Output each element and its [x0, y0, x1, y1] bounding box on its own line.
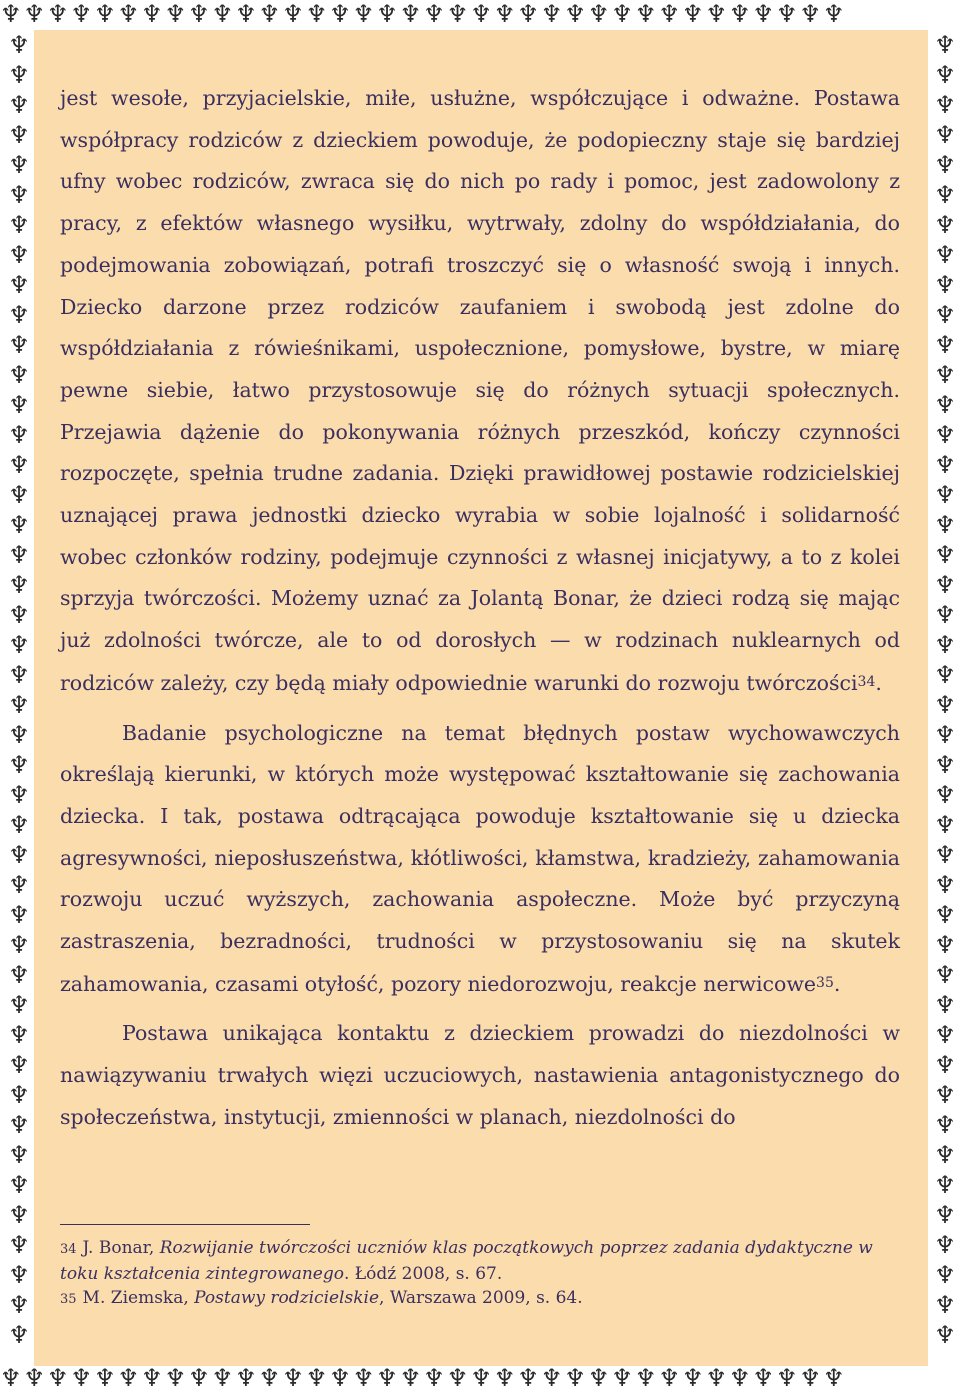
toddler-figure-icon: ♆♆♆♆♆♆♆♆♆♆♆♆♆♆♆♆♆♆♆♆♆♆♆♆♆♆♆♆♆♆♆♆♆♆♆♆ — [0, 1366, 847, 1392]
footnote-details: . Łódź 2008, s. 67. — [343, 1264, 503, 1284]
footnote-title: Rozwijanie twórczości uczniów klas początkowych poprzez zadania dydaktyczne w toku kształcenia zintegrowanego — [60, 1238, 873, 1284]
paragraph — [60, 78, 900, 705]
footnote — [60, 1236, 900, 1286]
footnotes — [60, 1236, 900, 1312]
paragraph-text: jest wesołe, przyjacielskie, miłe, usłużne, współczujące i odważne. Postawa współpracy rodziców z dzieckiem powoduje, że podopieczny staje się bardziej ufny wobec rodziców, zwraca się do nich po rady i pomoc, jest zadowolony z pracy, z efektów własnego wysiłku, wytrwały, zdolny do współdziałania, do podejmowania zobowiązań, potrafi troszczyć się o własność swoją i innych. Dziecko darzone przez rodziców zaufaniem i swobodą jest zdolne do współdziałania z rówieśnikami, uspołecznione, pomysłowe, bystre, w miarę pewne siebie, łatwo przystosowuje się do różnych sytuacji społecznych. Przejawia dążenie do pokonywania różnych przeszkód, kończy czynności rozpoczęte, spełnia trudne zadania. Dzięki prawidłowej postawie rodzicielskiej uznającej prawa jednostki dziecko wyrabia w sobie lojalność i solidarność wobec członków rodziny, podejmuje czynności z własnej inicjatywy, a to z kolei sprzyja twórczości. Możemy uznać za Jolantą Bonar, że dzieci rodzą się mając już zdolności twórcze, ale to od dorosłych — w rodzinach nuklearnych od rodziców zależy, czy będą miały odpowiednie warunki do rozwoju twórczości — [60, 86, 900, 695]
footnote — [60, 1286, 900, 1312]
paragraph-text: Badanie psychologiczne na temat błędnych postaw wychowawczych określają kierunki, w których może występować kształtowanie się zachowania dziecka. I tak, postawa odtrącająca powoduje kształtowanie się u dziecka agresywności, nieposłuszeństwa, kłótliwości, kłamstwa, kradzieży, zahamowania rozwoju uczuć wyższych, zachowania aspołeczne. Może być przyczyną zastraszenia, bezradności, trudności w przystosowaniu się na skutek zahamowania, czasami otyłość, pozory niedorozwoju, reakcje nerwicowe — [60, 720, 900, 996]
footnote-details: , Warszawa 2009, s. 64. — [379, 1288, 583, 1308]
footnote-number: 34 — [60, 1242, 77, 1257]
footnote-author: J. Bonar, — [82, 1238, 160, 1258]
toddler-figure-icon: ♆♆♆♆♆♆♆♆♆♆♆♆♆♆♆♆♆♆♆♆♆♆♆♆♆♆♆♆♆♆♆♆♆♆♆♆♆♆♆♆♆♆♆♆ — [8, 31, 30, 1349]
footnote-separator — [60, 1224, 310, 1225]
toddler-figure-icon: ♆♆♆♆♆♆♆♆♆♆♆♆♆♆♆♆♆♆♆♆♆♆♆♆♆♆♆♆♆♆♆♆♆♆♆♆♆♆♆♆♆♆♆♆ — [934, 31, 956, 1349]
footnote-number: 35 — [60, 1292, 77, 1307]
paragraph: Postawa unikająca kontaktu z dzieckiem prowadzi do niezdolności w nawiązywaniu trwałych więzi uczuciowych, nastawienia antagonistycznego do społeczeństwa, instytucji, zmienności w planach, niezdolności do — [60, 1021, 900, 1129]
footnote-ref[interactable]: 34 — [857, 673, 876, 690]
paragraph-end: . — [833, 971, 841, 996]
footnote-author: M. Ziemska, — [82, 1288, 195, 1308]
footnote-title: Postawy rodzicielskie — [194, 1288, 380, 1308]
paragraph-end: . — [875, 670, 882, 695]
footnote-ref[interactable]: 35 — [816, 974, 834, 991]
toddler-figure-icon: ♆♆♆♆♆♆♆♆♆♆♆♆♆♆♆♆♆♆♆♆♆♆♆♆♆♆♆♆♆♆♆♆♆♆♆♆ — [0, 2, 847, 28]
body-text — [60, 78, 900, 1139]
paragraph — [60, 713, 900, 1006]
